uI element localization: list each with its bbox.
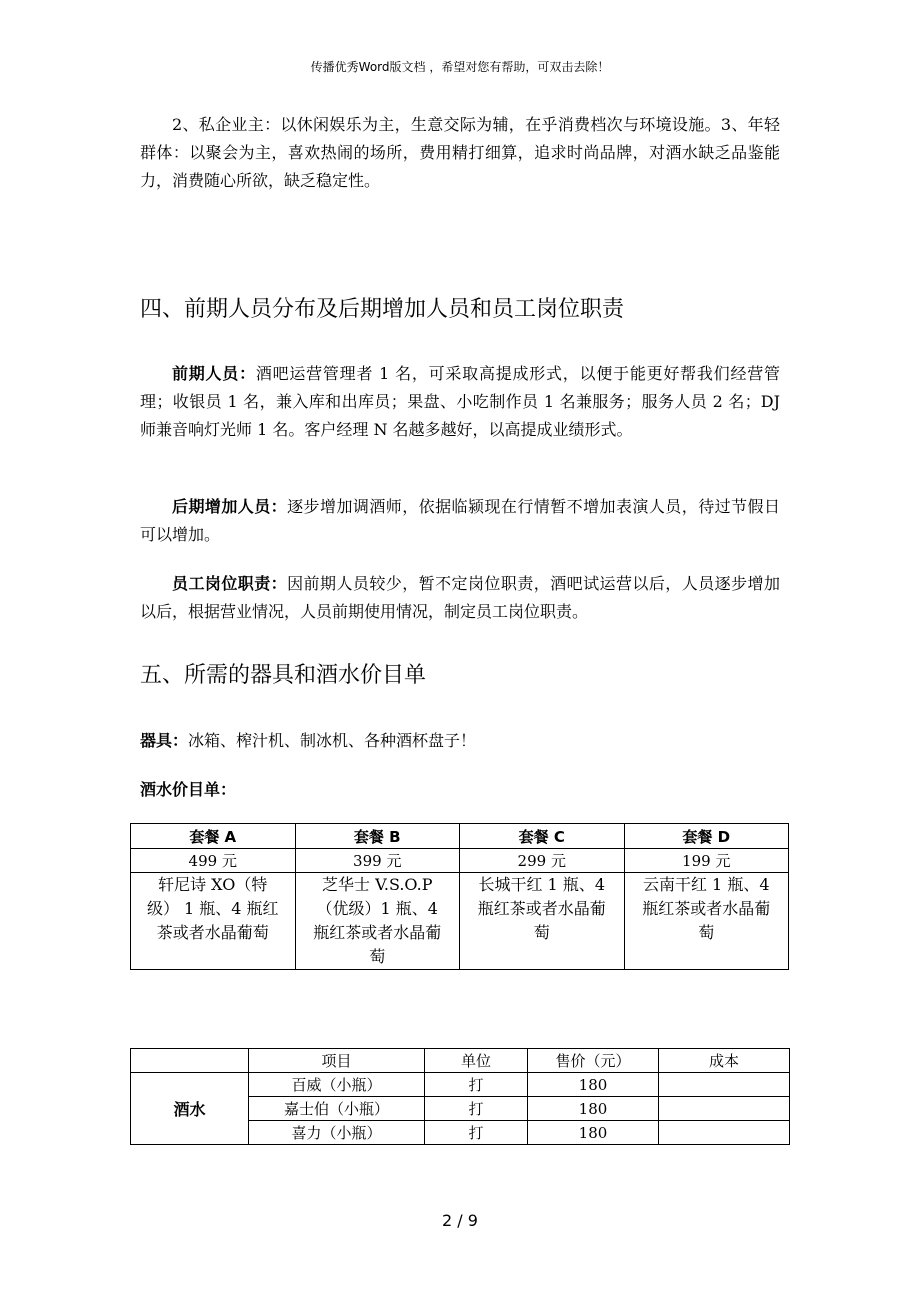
drink-item: 百威（小瓶） [249,1073,425,1097]
duties-paragraph [140,570,780,626]
drink-cost [659,1097,790,1121]
unit-header: 单位 [425,1049,528,1073]
package-price: 399 元 [295,849,460,873]
package-price: 299 元 [460,849,625,873]
duties-text: 因前期人员较少，暂不定岗位职责，酒吧试运营以后，人员逐步增加以后，根据营业情况，人员前期使用情况，制定员工岗位职责。 [140,574,780,621]
cost-header: 成本 [659,1049,790,1073]
drink-item: 喜力（小瓶） [249,1121,425,1145]
price-header: 售价（元） [528,1049,659,1073]
staff-later-text: 逐步增加调酒师，依据临颍现在行情暂不增加表演人员，待过节假日可以增加。 [140,497,780,544]
drink-unit: 打 [425,1121,528,1145]
duties-label: 员工岗位职责： [172,574,288,593]
package-price-row [131,849,789,873]
package-name: 套餐 C [460,824,625,849]
package-name: 套餐 B [295,824,460,849]
table-row [131,1073,790,1097]
category-cell: 酒水 [131,1073,249,1145]
package-desc: 长城干红 1 瓶、4 瓶红茶或者水晶葡萄 [460,873,625,970]
package-desc: 芝华士 V.S.O.P（优级）1 瓶、4 瓶红茶或者水晶葡萄 [295,873,460,970]
equipment-label: 器具： [140,731,189,750]
page-number: 2 / 9 [442,1211,478,1230]
package-name: 套餐 A [131,824,296,849]
section-4-heading: 四、前期人员分布及后期增加人员和员工岗位职责 [140,297,625,322]
drink-item: 嘉士伯（小瓶） [249,1097,425,1121]
package-name: 套餐 D [624,824,789,849]
drinks-header-row [131,1049,790,1073]
package-name-row [131,824,789,849]
package-desc-row [131,873,789,970]
category-header-cell [131,1049,249,1073]
package-price: 199 元 [624,849,789,873]
staff-initial-label: 前期人员： [172,364,256,383]
drinks-table [130,1048,790,1145]
staff-later-label: 后期增加人员： [172,497,288,516]
package-desc: 云南干红 1 瓶、4 瓶红茶或者水晶葡萄 [624,873,789,970]
drink-price: 180 [528,1073,659,1097]
package-desc: 轩尼诗 XO（特级） 1 瓶、4 瓶红茶或者水晶葡萄 [131,873,296,970]
package-table [130,823,789,970]
price-list-label: 酒水价目单： [140,780,237,799]
drink-price: 180 [528,1097,659,1121]
drink-cost [659,1073,790,1097]
drink-price: 180 [528,1121,659,1145]
equipment-text: 冰箱、榨汁机、制冰机、各种酒杯盘子！ [188,731,477,750]
package-price: 499 元 [131,849,296,873]
drink-unit: 打 [425,1097,528,1121]
staff-later-paragraph [140,493,780,549]
intro-paragraph: 2、私企业主：以休闲娱乐为主，生意交际为辅，在乎消费档次与环境设施。3、年轻群体：以聚会为主，喜欢热闹的场所，费用精打细算，追求时尚品牌，对酒水缺乏品鉴能力，消费随心所欲，缺乏稳定性。 [140,115,780,190]
drink-cost [659,1121,790,1145]
page-header: 传播优秀Word版文档 ，希望对您有帮助，可双击去除！ [310,60,610,74]
staff-initial-text: 酒吧运营管理者 1 名，可采取高提成形式，以便于能更好帮我们经营管理；收银员 1 名，兼入库和出库员；果盘、小吃制作员 1 名兼服务；服务人员 2 名；DJ 师兼音响灯光师 1 名。客户经理 N 名越多越好，以高提成业绩形式。 [140,364,780,439]
item-header: 项目 [249,1049,425,1073]
equipment-line [140,728,476,751]
drink-unit: 打 [425,1073,528,1097]
section-5-heading: 五、所需的器具和酒水价目单 [140,663,427,688]
staff-initial-paragraph [140,360,780,444]
